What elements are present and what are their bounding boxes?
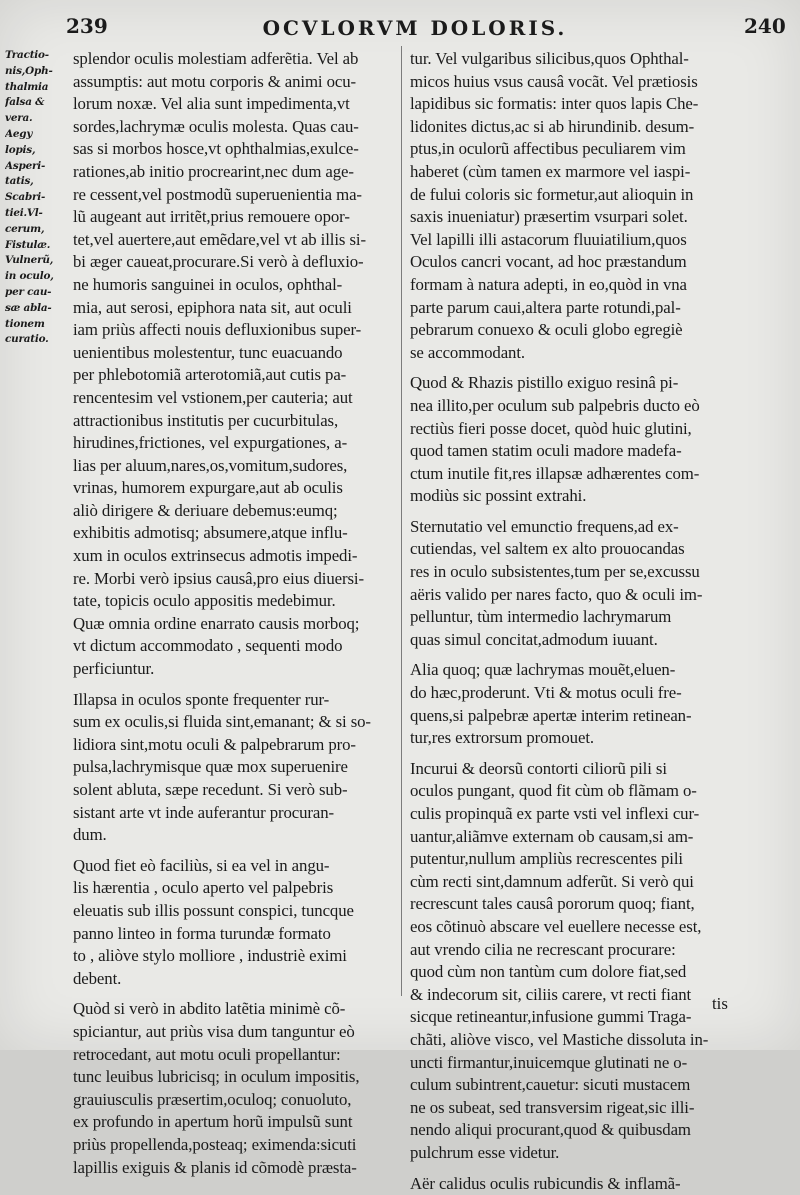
margin-note-line: tionem bbox=[5, 317, 69, 333]
margin-note-line: Fistulæ. bbox=[5, 238, 69, 254]
text-line: micos huius vsus causâ vocãt. Vel prætiosis bbox=[410, 71, 740, 94]
text-line: saxis inueniatur) præsertim vsurpari solet. bbox=[410, 206, 740, 229]
text-line: eos cõtinuò abscare vel euellere necesse est, bbox=[410, 916, 740, 939]
text-line: lias per aluum,nares,os,vomitum,sudores, bbox=[73, 455, 395, 478]
text-line: re. Morbi verò ipsius causâ,pro eius diuersi- bbox=[73, 568, 395, 591]
text-line: sum ex oculis,si fluida sint,emanant; & si so- bbox=[73, 711, 395, 734]
text-line: iam priùs affecti nouis defluxionibus super- bbox=[73, 319, 395, 342]
margin-note-line: tatis, bbox=[5, 174, 69, 190]
text-line: oculos pungant, quod fit cùm ob flãmam o- bbox=[410, 780, 740, 803]
page-number-right: 240 bbox=[744, 14, 786, 38]
text-line: grauiusculis præsertim,oculoq; conuoluto, bbox=[73, 1089, 395, 1112]
text-line: aut vrendo cilia ne recrescant procurare: bbox=[410, 939, 740, 962]
text-line: sas si morbos hosce,vt ophthalmias,exulce- bbox=[73, 138, 395, 161]
text-line: re cessent,vel postmodũ superuenientia ma- bbox=[73, 184, 395, 207]
text-line: lidonites dictus,ac si ab hirundinib. desum- bbox=[410, 116, 740, 139]
text-line: per phlebotomiã arterotomiã,aut cutis pa- bbox=[73, 364, 395, 387]
text-line: lidiora sint,motu oculi & palpebrarum pro- bbox=[73, 734, 395, 757]
text-line: haberet (cùm tamen ex marmore vel iaspi- bbox=[410, 161, 740, 184]
text-line: lũ augeant aut irritẽt,prius remouere opor- bbox=[73, 206, 395, 229]
margin-notes bbox=[5, 48, 69, 348]
text-line: lorum noxæ. Vel alia sunt impedimenta,vt bbox=[73, 93, 395, 116]
margin-note-line: nis,Oph- bbox=[5, 64, 69, 80]
text-line: uncti firmantur,inuicemque glutinati ne o- bbox=[410, 1052, 740, 1075]
text-line: sistant arte vt inde auferantur procuran- bbox=[73, 802, 395, 825]
text-line: culis propinquã ex parte vsti vel inflexi cur- bbox=[410, 803, 740, 826]
text-line: Quod & Rhazis pistillo exiguo resinâ pi- bbox=[410, 372, 740, 395]
text-line: aliò dirigere & deriuare debemus:eumq; bbox=[73, 500, 395, 523]
text-line: splendor oculis molestiam adferẽtia. Vel ab bbox=[73, 48, 395, 71]
text-line: ne humoris sanguinei in oculos, ophthal- bbox=[73, 274, 395, 297]
text-line: dum. bbox=[73, 824, 395, 847]
text-line: xum in oculos extrinsecus admotis impedi- bbox=[73, 545, 395, 568]
margin-note-line: curatio. bbox=[5, 332, 69, 348]
text-line: nea illito,per oculum sub palpebris ducto eò bbox=[410, 395, 740, 418]
left-text-column bbox=[73, 48, 395, 1179]
text-line: sordes,lachrymæ oculis molesta. Quas cau- bbox=[73, 116, 395, 139]
margin-note-line: thalmia bbox=[5, 80, 69, 96]
margin-note-line: Asperi- bbox=[5, 159, 69, 175]
text-line: retrocedant, aut motu oculi propellantur: bbox=[73, 1044, 395, 1067]
text-line: ne os subeat, sed transversim rigeat,sic illi- bbox=[410, 1097, 740, 1120]
text-line: putentur,nullum ampliùs recrescentes pili bbox=[410, 848, 740, 871]
text-line: & indecorum sit, ciliis carere, vt recti fiant bbox=[410, 984, 740, 1007]
text-line: debent. bbox=[73, 968, 395, 991]
text-line: Vel lapilli illi astacorum fluuiatilium,quos bbox=[410, 229, 740, 252]
text-line: recrescunt tales causâ pororum quoq; fiant, bbox=[410, 893, 740, 916]
text-line: Incurui & deorsũ contorti ciliorũ pili si bbox=[410, 758, 740, 781]
margin-note-line: tiei.Vl- bbox=[5, 206, 69, 222]
text-line: tet,vel auertere,aut emẽdare,vel vt ab illis si- bbox=[73, 229, 395, 252]
margin-note-line: per cau- bbox=[5, 285, 69, 301]
text-line: vrinas, humorem expurgare,aut ab oculis bbox=[73, 477, 395, 500]
text-line: tur. Vel vulgaribus silicibus,quos Ophthal- bbox=[410, 48, 740, 71]
text-line: tate, topicis oculo appositis medebimur. bbox=[73, 590, 395, 613]
text-line: bi æger caueat,procurare.Si verò à defluxio- bbox=[73, 251, 395, 274]
margin-note-line: vera. bbox=[5, 111, 69, 127]
text-line: mia, aut serosi, epiphora nata sit, aut oculi bbox=[73, 297, 395, 320]
text-line: to , aliòve stylo molliore , industriè eximi bbox=[73, 945, 395, 968]
text-line: do hæc,proderunt. Vti & motus oculi fre- bbox=[410, 682, 740, 705]
text-line: pulchrum esse videtur. bbox=[410, 1142, 740, 1165]
margin-note-line: cerum, bbox=[5, 222, 69, 238]
text-line: vt dictum accommodato , sequenti modo bbox=[73, 635, 395, 658]
text-line: lapillis exiguis & planis id cõmodè præsta- bbox=[73, 1157, 395, 1180]
text-line: priùs propellenda,posteaq; eximenda:sicuti bbox=[73, 1134, 395, 1157]
text-line: uantur,aliãmve externam ob causam,si am- bbox=[410, 826, 740, 849]
text-line: quod cùm non tantùm cum dolore fiat,sed bbox=[410, 961, 740, 984]
text-line: quens,si palpebræ apertæ interim retinean- bbox=[410, 705, 740, 728]
text-line: quod tamen statim oculi madore madefa- bbox=[410, 440, 740, 463]
running-header bbox=[0, 14, 800, 40]
margin-note-line: Tractio- bbox=[5, 48, 69, 64]
column-divider bbox=[401, 46, 402, 996]
text-line: ex profundo in apertum horũ impulsũ sunt bbox=[73, 1111, 395, 1134]
text-line: lapidibus sic formatis: inter quos lapis Che- bbox=[410, 93, 740, 116]
text-line: Quod fiet eò faciliùs, si ea vel in angu- bbox=[73, 855, 395, 878]
margin-note-line: sæ abla- bbox=[5, 301, 69, 317]
margin-note-line: lopis, bbox=[5, 143, 69, 159]
text-line: uenientibus molestentur, tunc euacuando bbox=[73, 342, 395, 365]
text-line: attractionibus institutis per cucurbitulas, bbox=[73, 410, 395, 433]
text-line: de fului coloris sic formetur,aut alioquin in bbox=[410, 184, 740, 207]
text-line: perficiuntur. bbox=[73, 658, 395, 681]
text-line: aëris valido per nares facto, quo & oculi im- bbox=[410, 584, 740, 607]
text-line: formam à natura adepti, in eo,quòd in vna bbox=[410, 274, 740, 297]
text-line: solent abluta, sæpe recedunt. Si verò sub- bbox=[73, 779, 395, 802]
text-line: sicque retineantur,infusione gummi Traga- bbox=[410, 1006, 740, 1029]
text-line: Oculos cancri vocant, ad hoc præstandum bbox=[410, 251, 740, 274]
page-number-left: 239 bbox=[66, 14, 108, 38]
text-line: lis hærentia , oculo aperto vel palpebris bbox=[73, 877, 395, 900]
text-line: culum subintrent,cauetur: sicuti mustacem bbox=[410, 1074, 740, 1097]
text-line: nendo aliqui procurant,quod & quibusdam bbox=[410, 1119, 740, 1142]
text-line: Sternutatio vel emunctio frequens,ad ex- bbox=[410, 516, 740, 539]
text-line: pelluntur, tùm intermedio lachrymarum bbox=[410, 606, 740, 629]
text-line: spiciantur, aut priùs visa dum tanguntur eò bbox=[73, 1021, 395, 1044]
right-text-column bbox=[410, 48, 740, 1195]
text-line: assumptis: aut motu corporis & animi ocu- bbox=[73, 71, 395, 94]
text-line: quas simul concitat,admodum iuuant. bbox=[410, 629, 740, 652]
text-line: pebrarum conuexo & oculi globo egregiè bbox=[410, 319, 740, 342]
margin-note-line: Vulnerũ, bbox=[5, 253, 69, 269]
text-line: hirudines,frictiones, vel expurgationes, a- bbox=[73, 432, 395, 455]
text-line: modiùs sic possint extrahi. bbox=[410, 485, 740, 508]
text-line: tur,res extrorsum promouet. bbox=[410, 727, 740, 750]
text-line: exhibitis admotisq; absumere,atque influ- bbox=[73, 522, 395, 545]
text-line: eleuatis sub illis possunt conspici, tuncque bbox=[73, 900, 395, 923]
text-line: rencentesim vel vstionem,per cauteria; aut bbox=[73, 387, 395, 410]
text-line: parte parum caui,altera parte rotundi,pal- bbox=[410, 297, 740, 320]
text-line: Illapsa in oculos sponte frequenter rur- bbox=[73, 689, 395, 712]
text-line: tunc leuibus lubricisq; in oculum impositis, bbox=[73, 1066, 395, 1089]
text-line: Aër calidus oculis rubicundis & inflamã- bbox=[410, 1173, 740, 1195]
text-line: rationes,ab initio procrearint,nec dum age- bbox=[73, 161, 395, 184]
text-line: se accommodant. bbox=[410, 342, 740, 365]
text-line: panno linteo in forma turundæ formato bbox=[73, 923, 395, 946]
margin-note-line: Aegy bbox=[5, 127, 69, 143]
text-line: pulsa,lachrymisque quæ mox superuenire bbox=[73, 756, 395, 779]
text-line: ptus,in oculorũ affectibus peculiarem vim bbox=[410, 138, 740, 161]
margin-note-line: falsa & bbox=[5, 95, 69, 111]
margin-note-line: in oculo, bbox=[5, 269, 69, 285]
text-line: Alia quoq; quæ lachrymas mouẽt,eluen- bbox=[410, 659, 740, 682]
text-line: cùm recti sint,damnum adferũt. Si verò qui bbox=[410, 871, 740, 894]
text-line: res in oculo subsistentes,tum per se,excussu bbox=[410, 561, 740, 584]
catchword: tis bbox=[712, 994, 728, 1014]
running-title: OCVLORVM DOLORIS. bbox=[195, 16, 635, 40]
text-line: chãti, aliòve visco, vel Mastiche dissoluta in- bbox=[410, 1029, 740, 1052]
margin-note-line: Scabri- bbox=[5, 190, 69, 206]
text-line: rectiùs fieri posse docet, quòd huic glutini, bbox=[410, 418, 740, 441]
text-line: Quòd si verò in abdito latẽtia minimè cõ- bbox=[73, 998, 395, 1021]
text-line: ctum inutile fit,res illapsæ adhærentes com- bbox=[410, 463, 740, 486]
text-line: Quæ omnia ordine enarrato causis morboq; bbox=[73, 613, 395, 636]
text-line: cutiendas, vel saltem ex alto prouocandas bbox=[410, 538, 740, 561]
